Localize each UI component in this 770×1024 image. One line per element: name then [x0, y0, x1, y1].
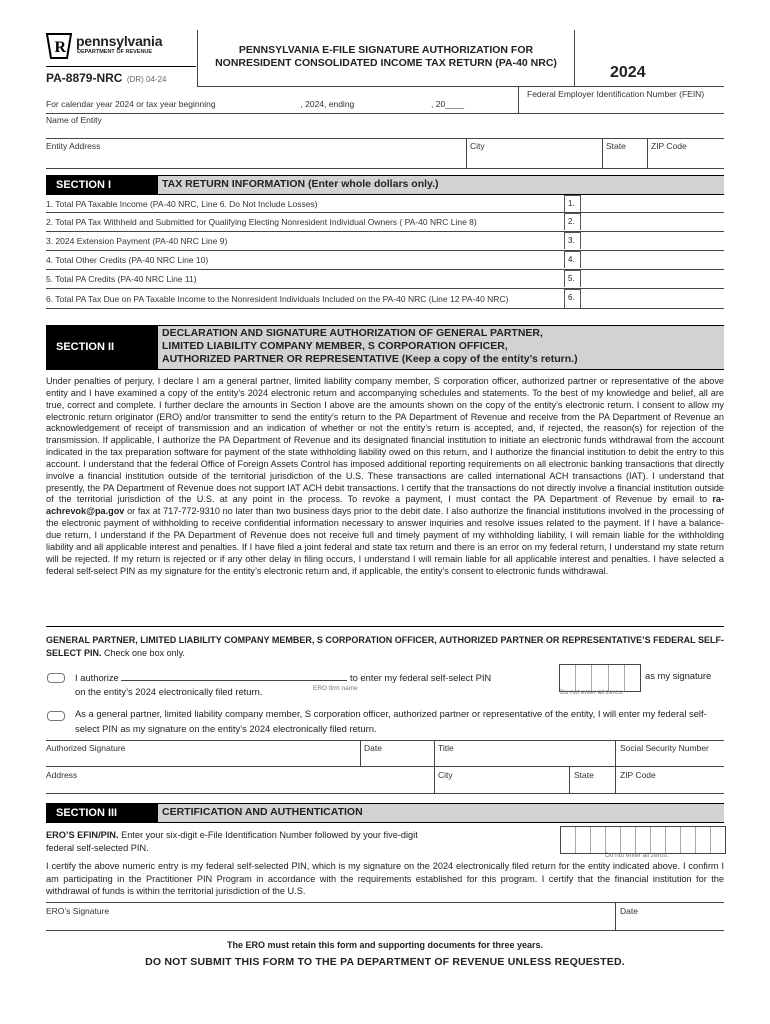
officer-address-label: Address	[46, 770, 78, 780]
ero-firm-name-input[interactable]	[121, 670, 347, 681]
entity-name-label: Name of Entity	[46, 115, 102, 125]
pa-logo	[46, 32, 196, 62]
retain-notice: The ERO must retain this form and supporting documents for three years.	[226, 940, 544, 950]
efin-digit-11[interactable]	[711, 827, 725, 853]
line-4-amount-field[interactable]	[582, 251, 724, 268]
option1-line2: on the entity’s 2024 electronically filed return.	[75, 686, 263, 697]
form-code	[46, 69, 167, 87]
ending-text: , 2024, ending	[300, 99, 355, 109]
pin-heading-note: Check one box only.	[104, 648, 185, 658]
declaration-part2: or fax at 717-772-9310 no later than two business days prior to the debit date. I also authorize the financial institutions involved in the processing of the electronic payment of withholding to receive confidential information necessary to answer inquiries and resolve issues related to the payment. If I have a balance-due return, I understand if the PA Department of Revenue does not receive full and timely payment of my withholding liability, I will remain liable for the withholding liability and all applicable interest and penalties. If I have filed a joint federal and state tax return and there is an error on my federal return, I understand my state return will be rejected. If my return is rejected or if any other delay in filing occurs, I understand I will remain liable for all applicable interest and penalties. I have selected a federal self-select PIN as my signature for the entity’s electronic return and, if applicable, the entity’s consent to electronic funds withdrawal.	[46, 506, 724, 576]
line-6-amount-field[interactable]	[582, 289, 724, 308]
pin-digit-5[interactable]	[625, 665, 640, 691]
line-2-number: 2.	[564, 213, 581, 230]
line-3-label: 3. 2024 Extension Payment (PA-40 NRC Line 9)	[46, 236, 228, 246]
form-title	[198, 44, 574, 70]
efin-label: ERO’S EFIN/PIN.	[46, 830, 119, 840]
efin-digit-1[interactable]	[561, 827, 576, 853]
authorized-signature-label: Authorized Signature	[46, 743, 126, 753]
line-5-number: 5.	[564, 270, 581, 287]
ero-firm-name-caption: ERO firm name	[313, 685, 358, 692]
certification-text: I certify the above numeric entry is my federal self-selected PIN, which is my signature on the 2024 electronically filed return for the entity indicated above. I confirm I am participating in the Practitioner PIN Program in accordance with the requirements established for this program. I certify that the financial institution for the withdrawal of funds is within the territorial jurisdiction of the U.S.	[46, 861, 724, 896]
efin-instructions	[46, 829, 418, 855]
section1-tag: SECTION I	[46, 175, 158, 195]
efin-text-line2: federal self-selected PIN.	[46, 843, 149, 853]
self-enter-pin-checkbox[interactable]	[47, 711, 65, 721]
do-not-submit-notice: DO NOT SUBMIT THIS FORM TO THE PA DEPARTMENT OF REVENUE UNLESS REQUESTED.	[145, 956, 625, 968]
year-suffix: , 20____	[431, 99, 465, 109]
keystone-icon	[46, 32, 72, 60]
option1-text	[75, 670, 491, 683]
efin-digit-10[interactable]	[696, 827, 711, 853]
section2-title-line3: AUTHORIZED PARTNER OR REPRESENTATIVE (Keep a copy of the entity’s return.)	[162, 353, 578, 365]
form-revision: (DR) 04-24	[126, 75, 167, 84]
line-5-label: 5. Total PA Credits (PA-40 NRC Line 11)	[46, 274, 197, 284]
ero-signature-field[interactable]	[46, 917, 614, 929]
calendar-year-label	[46, 99, 464, 109]
line-6-number: 6.	[564, 289, 581, 308]
pin-digit-3[interactable]	[592, 665, 608, 691]
authorized-signature-field[interactable]	[46, 754, 358, 766]
efin-digit-5[interactable]	[621, 827, 636, 853]
line-2-label: 2. Total PA Tax Withheld and Submitted for Qualifying Electing Nonresident Individual Owners ( PA-40 NRC Line 8)	[46, 217, 477, 227]
line-1-amount-field[interactable]	[582, 195, 724, 212]
efin-digit-4[interactable]	[606, 827, 621, 853]
officer-state-label: State	[574, 770, 594, 780]
entity-state-label: State	[606, 141, 626, 151]
officer-city-label: City	[438, 770, 453, 780]
section3-title: CERTIFICATION AND AUTHENTICATION	[162, 806, 363, 818]
efin-pin-boxes[interactable]	[560, 826, 726, 854]
section1-title: TAX RETURN INFORMATION (Enter whole dollars only.)	[162, 178, 439, 190]
efin-text: Enter your six-digit e-File Identification Number followed by your five-digit	[121, 830, 418, 840]
ero-signature-label: ERO’s Signature	[46, 906, 110, 916]
form-title-line1: PENNSYLVANIA E-FILE SIGNATURE AUTHORIZATION FOR	[238, 44, 534, 56]
line-6-label: 6. Total PA Tax Due on PA Taxable Income to the Nonresident Individuals Included on the PA-40 NRC (Line 12 PA-40 NRC)	[46, 294, 509, 304]
line-3-number: 3.	[564, 232, 581, 249]
logo-subtitle: DEPARTMENT OF REVENUE	[77, 49, 153, 55]
entity-zip-label: ZIP Code	[651, 141, 687, 151]
ero-date-label: Date	[620, 906, 638, 916]
logo-wordmark: pennsylvania	[76, 33, 163, 49]
calendar-prefix: For calendar year 2024 or tax year beginning	[46, 99, 216, 109]
officer-pin-zeros-note: Do not enter all zeros.	[560, 689, 624, 696]
entity-address-label: Entity Address	[46, 141, 101, 151]
line-4-number: 4.	[564, 251, 581, 268]
pin-digit-4[interactable]	[609, 665, 625, 691]
ssn-label: Social Security Number	[620, 743, 709, 753]
section2-title	[162, 327, 578, 366]
efin-digit-8[interactable]	[666, 827, 681, 853]
efin-zeros-note: Do not enter all zeros.	[605, 852, 669, 859]
line-3-amount-field[interactable]	[582, 232, 724, 249]
section2-title-line2: LIMITED LIABILITY COMPANY MEMBER, S CORPORATION OFFICER,	[162, 340, 508, 352]
declaration-part1: Under penalties of perjury, I declare I am a general partner, limited liability company member, S corporation officer, authorized partner or representative of the above entity and I have examined a copy of the entity’s 2024 electronic return and accompanying schedules and statements. To the best of my knowledge and belief, all are true, correct and complete. I further declare the amounts in Section I above are the amounts shown on the copy of the entity’s electronic return. I consent to allow my electronic return originator (ERO) and/or transmitter to send the entity’s return to the PA Department of Revenue and receive from the PA Department of Revenue an acknowledgement of receipt of transmission and an indication of whether or not the entity’s return is accepted, and, if rejected, the reason(s) for rejection of the transmission. If applicable, I authorize the PA Department of Revenue and its designated financial institution to initiate an electronic funds withdrawal from the account indicated in the tax preparation software for payment of the state withholding liability owed on this return, and I authorize the financial institution to debit the entry to this account. I understand that the federal Office of Foreign Assets Control has imposed additional reporting requirements on all electronic banking transactions that directly involve a financial institution outside of the territorial jurisdiction of the U.S. These transactions are called international ACH transactions (IAT). I understand that presently, the PA Department of Revenue does not support IAT ACH debit transactions. I certify that the transactions do not directly involve a financial institution outside of the territorial jurisdiction of the U.S. at any point in the process. To revoke a payment, I must contact the PA Department of Revenue by email to	[46, 376, 724, 505]
declaration-text	[46, 376, 724, 577]
line-1-label: 1. Total PA Taxable Income (PA-40 NRC, Line 6. Do Not Include Losses)	[46, 199, 318, 209]
line-5-amount-field[interactable]	[582, 270, 724, 287]
form-title-line2: NONRESIDENT CONSOLIDATED INCOME TAX RETURN (PA-40 NRC)	[215, 57, 557, 69]
line-2-amount-field[interactable]	[582, 213, 724, 230]
section3-tag: SECTION III	[46, 803, 158, 823]
option1-mid: to enter my federal self-select PIN	[350, 672, 492, 683]
option1-prefix: I authorize	[75, 672, 119, 683]
pin-heading	[46, 634, 724, 660]
officer-zip-label: ZIP Code	[620, 770, 656, 780]
line-1-number: 1.	[564, 195, 581, 212]
section2-title-line1: DECLARATION AND SIGNATURE AUTHORIZATION OF GENERAL PARTNER,	[162, 327, 543, 339]
efin-digit-7[interactable]	[651, 827, 666, 853]
as-my-signature-text: as my signature	[645, 670, 712, 681]
line-4-label: 4. Total Other Credits (PA-40 NRC Line 10)	[46, 255, 209, 265]
entity-city-label: City	[470, 141, 485, 151]
revoke-email-link[interactable]: ra-achrevok@pa.gov	[46, 494, 724, 517]
pin-heading-bold: GENERAL PARTNER, LIMITED LIABILITY COMPANY MEMBER, S CORPORATION OFFICER, AUTHORIZED PARTNER OR REPRESENTATIVE’S FEDERAL SELF-SELECT PIN.	[46, 635, 724, 658]
option2-text: As a general partner, limited liability company member, S corporation officer, authorized partner or representative of the entity, I will enter my federal self-select PIN as my signature on the entity’s 2024 electronically filed return.	[75, 708, 707, 734]
svg-text:R: R	[54, 39, 67, 56]
signature-date-label: Date	[364, 743, 382, 753]
form-number: PA-8879-NRC	[46, 71, 123, 85]
authorize-ero-checkbox[interactable]	[47, 673, 65, 683]
efin-digit-2[interactable]	[576, 827, 591, 853]
form-year: 2024	[610, 64, 646, 81]
section2-tag: SECTION II	[46, 325, 158, 370]
pin-digit-1[interactable]	[560, 665, 576, 691]
efin-digit-3[interactable]	[591, 827, 606, 853]
title-label: Title	[438, 743, 454, 753]
efin-digit-6[interactable]	[636, 827, 651, 853]
fein-label: Federal Employer Identification Number (FEIN)	[527, 89, 705, 99]
pin-digit-2[interactable]	[576, 665, 592, 691]
entity-name-field[interactable]	[46, 126, 724, 137]
efin-digit-9[interactable]	[681, 827, 696, 853]
officer-pin-boxes[interactable]	[559, 664, 641, 692]
